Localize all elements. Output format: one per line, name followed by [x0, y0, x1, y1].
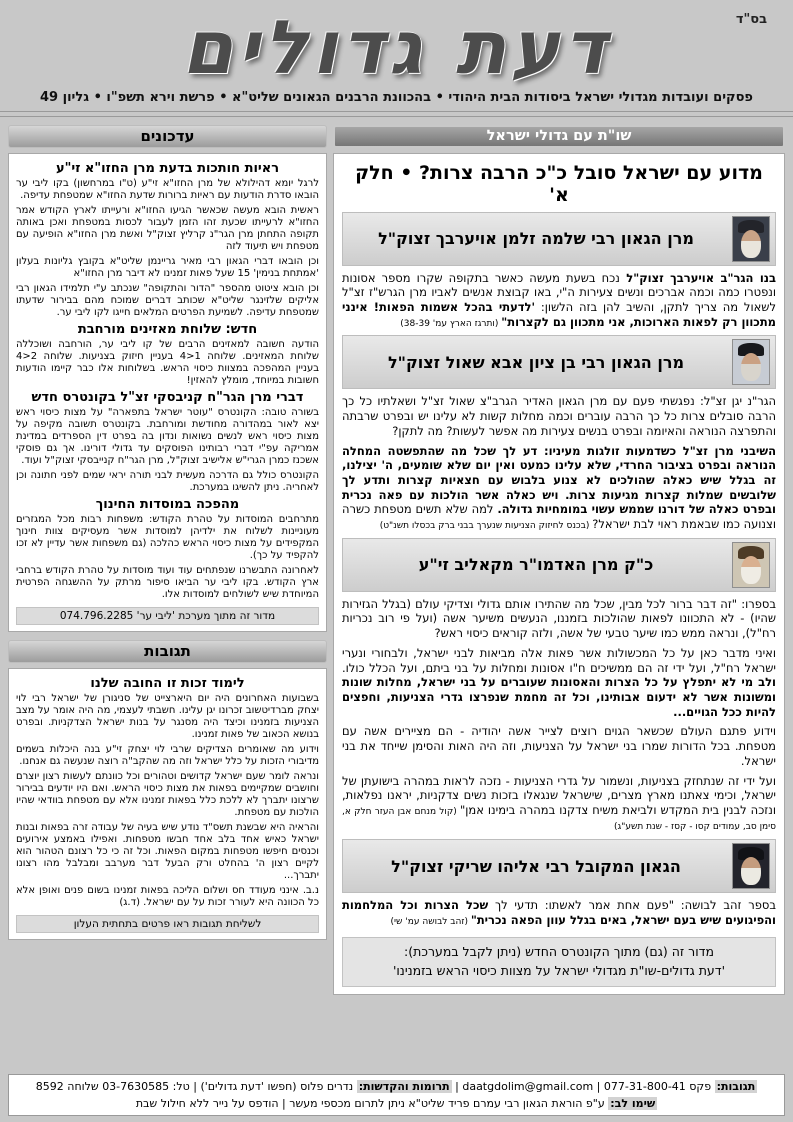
- kuntres-notice: [342, 937, 776, 987]
- sidebar-paragraph: בשבועות האחרונים היה יום היארצייט של סניגורן של ישראל רבי לוי יצחק מברדיטשוב זכרונו יגן עלינו. חשבתי לעצמי, מה היה אומר על מצב הצניעות בזמנינו וכיצד היה מסנגר על בנות ישראל הצדקניות. ובפרט בנושא הכאוב של פאות זמנינו.: [16, 692, 319, 740]
- article-paragraph: [342, 646, 776, 720]
- sidebar-paragraph: וכן הובא ציטוט מהספר "הדור והתקופה" שנכתב ע"י תלמידו הגאון רבי אליקים שלזינגר שליט"א שכותב דברים שמוכח מהם בבירור שדעתו שמטפחת עדיפה. לשמיעת הפרטים המלאים חייגו לקו ליבי ער.: [16, 282, 319, 318]
- source-citation: (זהב לבושה עמ' שי): [390, 916, 471, 927]
- text-run: הגר"נ יגן זצ"ל: נפגשתי פעם עם מרן הגאון האדיר הגרב"צ שאול זצ"ל ושאלתיו כל כך הרבה סובלים צרות כל כך הרבה עוברים וכמה מחלות קשות לא עלינו יש ובפרט שרבתה והתפרצה הנוראה והאיומה ובפרט בנשים צעירות מה אפשר לעשות? מה לתקן?: [342, 394, 776, 438]
- bsd-mark: בס"ד: [735, 12, 767, 27]
- article-title-bar: [342, 538, 776, 592]
- text-run: ואיני מדבר כאן על כל המכשולות אשר פאות אלה מביאות לבני ישראל, ולבחורי ונערי ישראל רח"ל, ועל ידי זה הם ממשיכים ח"ו אסונות ומחלות על בני ביתם, ועל הכלל כולו.: [342, 645, 776, 675]
- article-title-bar: [342, 839, 776, 893]
- sidebar-paragraph: לרגל יומא דהילולא של מרן החזו"א זי"ע (ט"ו במרחשון) בקו ליבי ער הובאו סדרת הודעות עם ראיות ברורות שדעת החזו"א שמטפחת עדיפה.: [16, 177, 319, 201]
- sidebar-note: מדור זה מתוך מערכת 'ליבי ער' 074.796.2285: [16, 607, 319, 625]
- sidebar-item-title: ראיות חותכות בדעת מרן החזו"א זי"ע: [55, 160, 280, 176]
- kuntres-notice-line1: מדור זה (גם) מתוך הקונטרס החדש (ניתן לקבל במערכת):: [404, 944, 714, 960]
- sidebar-paragraph: בשורה טובה: הקונטרס "עוטר ישראל בתפארה" על מצות כיסוי ראש יצא לאור במהדורה מחודשת ומורחבת. בקונטרס תשובה מקיפה על מצות כיסוי ראש לנשים נשואות ונדון בה בפרט דין הספרדים במדינת אמריקה עפ"י דברי רבותינו הפוסקים עד גדולי דורינו. אך גם פוסקי אשכנז כמרן הגרי"ש אלישיב זצוק"ל, מרן הגר"ח קנייבסקי זצוק"ל ועוד.: [16, 406, 319, 466]
- footer-label: שימו לב:: [610, 1096, 656, 1110]
- article-title-bar: [342, 212, 776, 266]
- responses-panel: [8, 668, 327, 940]
- section-header-shut: שו"ת עם גדולי ישראל: [333, 125, 785, 148]
- main-headline: מדוע עם ישראל סובל כ"כ הרבה צרות? • חלק א': [355, 161, 763, 206]
- article: [342, 212, 776, 331]
- footer-contact-line: [15, 1078, 778, 1095]
- text-run: ולב מי לא יתפלץ על כל הצרות והאסונות שעוברים על בני ישראל, מחלות שונות ומשונות אשר לא ידעום אבותינו, וכל זה מחמת שנפרצו גדרי הצניעות, וחפצים להיות ככל הגויים...: [342, 675, 776, 719]
- sidebar-paragraph: ונראה לומר שעם ישראל קדושים וטהורים וכל כוונתם לעשות רצון יוצרם וחושבים שמקיימים בפאות את מצות כיסוי הראש. ואם היו יודעים בבירור שרצונו יתברך לא ללכת כלל בפאות זמנינו אלא עם מטפחת בוודאי שהיו הולכות עם מטפחת.: [16, 770, 319, 818]
- main-panel: [333, 153, 785, 995]
- rabbi-photo: [732, 542, 770, 588]
- source-citation: (קול מנחם אבן העזר חלק א, סימן סב, עמודים קסו - קסז - שנת תשע"ג): [342, 806, 776, 833]
- sidebar-paragraph: הודעה חשובה למאזינים הרבים של קו ליבי ער, הורחבה ושוכללה שלוחת המאזינים. שלוחה 1<4 בעניין חיזוק בצניעות. שלוחה 2<4 בעניין המהפכה במצוות כיסוי הראש. בשלוחות אלו כבר קיימו הודעות חשובות במיוחד, מומלץ להאזין!: [16, 338, 319, 386]
- source-citation: (בכנס לחיזוק הצניעות שנערך בבני ברק בכסלו תשנ"ט): [379, 521, 593, 532]
- article-paragraph: [342, 597, 776, 641]
- sidebar-column: [8, 125, 327, 948]
- main-column: [333, 125, 785, 995]
- articles-container: [342, 212, 776, 929]
- article-paragraph: [342, 898, 776, 928]
- article: [342, 839, 776, 928]
- source-citation: (ותרגז הארץ עמ' 38-39): [400, 318, 502, 329]
- text-run: וידוע פתגם העולם שכשאר הגוים רוצים לצייר אשה יהודיה - הם מציירים אשה עם מטפחת. בכל הדורות שמרו בני ישראל על הצניעות, וזה היה האות והסימן שייחד את בני ישראל.: [342, 724, 776, 768]
- article-paragraph: [342, 444, 776, 533]
- article-title-bar: [342, 335, 776, 389]
- section-header-responses: תגובות: [8, 640, 327, 663]
- sidebar-paragraph: נ.ב. אינני מעודד חס ושלום הליכה בפאות זמנינו בשום פנים ואופן אלא כל הכוונה היא לעורר זכות על עם ישראל. (ד.ג): [16, 884, 319, 908]
- text-run: 'לדעתי בהכל אשמות הפאות! אינני מתכוון רק לפאות הארוכות, אני מתכוון גם לקצרות": [342, 300, 776, 329]
- sidebar-paragraph: וידוע מה שאומרים הצדיקים שרבי לוי יצחק זי"ע בנה היכלות בשמים מדיבורי הזכות על כלל ישראל וזה מה שהקב"ה רוצה שנעשה גם אנחנו.: [16, 743, 319, 767]
- article-title: הגאון המקובל רבי אליהו שריקי זצוק"ל: [391, 856, 681, 876]
- sidebar-item-title: חדש: שלוחת מאזינים מורחבת: [77, 321, 258, 337]
- footer-note-line: [15, 1095, 778, 1112]
- sidebar-paragraph: הקונטרס כולל גם הדרכה מעשית לבני תורה יראי שמים לפני חתונה וכן לאחריה. ניתן להשיגו במערכת.: [16, 469, 319, 493]
- text-run: למה שלא תשים מטפחת כשרה וצנועה כמו שבאמת ראוי לבת ישראל?: [342, 502, 776, 532]
- text-run: ועל ידי זה שנתחזק בצניעות, ונשמור על גדרי הצניעות - נזכה לראות במהרה בישועתן של ישראל, וכימי צאתנו מארץ מצרים, שישראל שנגאלו בזכות נשים צדקניות, יראנו נפלאות, ונזכה לבנין בית המקדש ולביאת משיח צדקנו במהרה בימינו אמן": [342, 773, 776, 817]
- text-run: השיבני מרן זצ"ל כשדמעות זולגות מעיניו: דע לך שכל מה שהתפשטה המחלה הנוראה ובפרט בציבור החרדי, שלא עלינו כמעט ואין יום שלא שומעים, ה' יצילנו, זה בגלל שיש כאלה שהולכים לא צנוע בלבוש עם חצאיות קצרות ותדע לך שלובשים שמלות קצרות מגיעות צרות. ויש כאלה אשר הולכות עם פאה נכרית ובפרט כאלה של דורנו שממש עשוי במומחיות גדולה.: [342, 443, 777, 517]
- footer-label: תגובות:: [716, 1079, 756, 1093]
- article-title: מרן הגאון רבי שלמה זלמן אויערבך זצוק"ל: [378, 229, 694, 249]
- rabbi-photo: [732, 339, 770, 385]
- kuntres-notice-line2: 'דעת גדולים-שו"ת מגדולי ישראל על מצוות כיסוי הראש בזמנינו': [392, 962, 726, 978]
- article-title: כ"ק מרן האדמו"ר מקאליב זי"ע: [418, 555, 654, 575]
- masthead: [0, 0, 793, 117]
- article-paragraph: [342, 774, 776, 834]
- article-paragraph: [342, 724, 776, 768]
- sidebar-paragraph: לאחרונה התבשרנו שנפתחים עוד ועוד מוסדות על טהרת הקודש ברחבי ארץ הקודש. בקו ליבי ער הביאו סיפור מרתק על ההשגחה הפרטית המיוחדת שיש לשולחים למוסדות אלו.: [16, 564, 319, 600]
- article-paragraph: [342, 271, 776, 331]
- section-header-updates: עדכונים: [8, 125, 327, 148]
- masthead-subtitle: פסקים ועובדות מגדולי ישראל ביסודות הבית היהודי • בהכוונת הרבנים הגאונים שליט"א • פרשת וירא תשפ"ו • גליון 49: [40, 89, 753, 105]
- sidebar-paragraph: ראשית הובא מעשה שכאשר הגיעו החזו"א ורעייתו לארץ הקודש אמר החזו"א לרעייתו שכעת זהו הזמן לעבור לכסות במטפחת ואכן באותה תקופה התחתן מרן הגר"נ קרליץ זצוק"ל ואשת מרן החזו"א הופיעה עם מטפחת ויש תיעוד לזה: [16, 204, 319, 252]
- sidebar-item-title: לימוד זכות זו החובה שלנו: [90, 675, 245, 691]
- sidebar-paragraph: וכן הובאו דברי הגאון רבי מאיר גריינמן שליט"א בקובץ גליונות בעלון 'אמתחת בנימין' 15 שעל פאות זמנינו לא דיבר מרן החזו"א: [16, 255, 319, 279]
- page-footer: [8, 1074, 785, 1116]
- footer-text: ע"פ הוראת הגאון רבי עמרם פריד שליט"א ניתן לתרום מכספי מעשר | הודפס על נייר ללא חילול שבת: [135, 1096, 609, 1110]
- sidebar-item-title: דברי מרן הגר"ח קניבסקי זצ"ל בקונטרס חדש: [31, 389, 304, 405]
- text-run: שכל הצרות וכל המלחמות והפיגועים שיש בעם ישראל, באים בגלל עוון הפאה נכרית": [342, 898, 776, 927]
- sidebar-paragraph: מתרחבים המוסדות על טהרת הקודש: משפחות רבות מכל המגזרים מעוניינות לשלוח את ילדיהן למוסדות אשר מעסיקים צוות חינוך המקפידים על מצות כיסוי הראש כהלכה (גם משפחות אשר עדיין לא זכו להקפיד על כך).: [16, 513, 319, 561]
- updates-panel: [8, 153, 327, 632]
- article-paragraph: [342, 394, 776, 438]
- text-run: בנו הגר"ב אויערבך זצוק"ל: [619, 270, 776, 285]
- rabbi-photo: [732, 216, 770, 262]
- article-title: מרן הגאון רבי בן ציון אבא שאול זצוק"ל: [387, 352, 685, 372]
- article: [342, 335, 776, 532]
- text-run: נכח בשעת מעשה כאשר בתקופה שקרו מספר אסונות ונפטרו כמה וכמה אברכים ונשים צעירות ה"י, באו קבוצת אנשים לאביו מרן הגרש"ז זצ"ל לשאול מה צריך לתקן, והשיב להן בזה הלשון:: [342, 270, 776, 315]
- sidebar-item-title: מהפכה במוסדות החינוך: [95, 496, 240, 512]
- sidebar-note: לשליחת תגובות ראו פרטים בתחתית העלון: [16, 915, 319, 933]
- article: [342, 538, 776, 834]
- footer-text: פקס 077-31-800-41 | daatgdolim@gmail.com |: [451, 1079, 715, 1093]
- sidebar-paragraph: והראיה היא שבשנת תשס"ד נודע שיש בעיה של עבודה זרה בפאות ובנות ישראל כאיש אחד בלב אחד חבשו מטפחות. ואפילו באמצע אירועים וכנסים חיפשו מטפחות במקום הפאות. וכל זה כי כל רצונם הטהור הוא לקיים רצון ה' בהחלט ורק הבעל דבר מערבב ומבלבל מהו רצונו יתברך...: [16, 821, 319, 881]
- header-divider: [0, 111, 793, 117]
- footer-text: נדרים פלוס (חפשו 'דעת גדולים') | טל: 03-7630585 שלוחה 8592: [35, 1079, 357, 1093]
- text-run: בספרו: "זה דבר ברור לכל מבין, שכל מה שהתירו אותם גדולי וצדיקי עולם (בגלל הגזירות שהיו) - לא התכוונו לפאות שהולכות בזמננו, הנעשים משיער אשה (ועל פי רוב נכריות רח"ל), ונראה ממש כמו שיער טבעי של אשה, ולזה קוראים כיסוי ראש?: [342, 596, 776, 641]
- rabbi-photo: [732, 843, 770, 889]
- content-columns: [0, 117, 793, 1047]
- text-run: בספר זהב לבושה: "פעם אחת אמר לאשתו: תדעי לך: [488, 898, 776, 912]
- masthead-title: דעת גדולים: [181, 5, 612, 91]
- footer-label: תרומות והקדשות:: [358, 1079, 450, 1093]
